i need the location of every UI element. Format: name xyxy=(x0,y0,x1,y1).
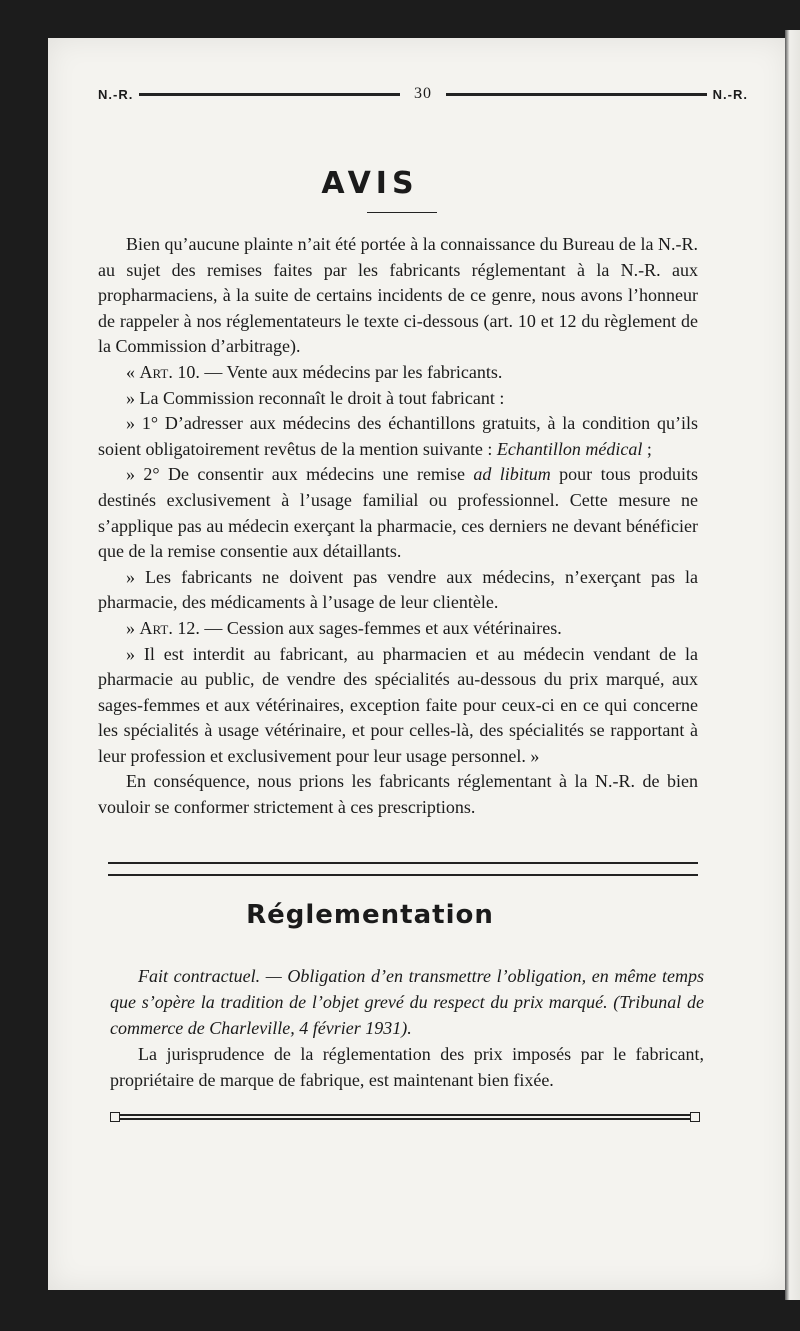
avis-intro-paragraph: Bien qu’aucune plainte n’ait été portée à la connaissance du Bureau de la N.-R. au sujet des remises faites par les fabricants réglementant à la N.-R. aux propharmaciens, à la suite de certains incidents de ce genre, nous avons l’honneur de rappeler à nos réglementateurs le texte ci-dessous (art. 10 et 12 du règlement de la Commission d’arbitrage). xyxy=(98,234,698,357)
reglementation-body xyxy=(110,963,704,1093)
end-rule-cap-left xyxy=(110,1112,120,1122)
point-2-paragraph xyxy=(98,462,698,564)
point-2-start: » 2° De consentir aux médecins une remise xyxy=(126,464,474,485)
header-rule-left xyxy=(139,93,400,96)
avis-title-rule xyxy=(367,212,437,213)
consequence-paragraph: En conséquence, nous prions les fabricants réglementant à la N.-R. de bien vouloir se conformer strictement à ces prescriptions. xyxy=(98,771,698,818)
art10-label: Art. 10. xyxy=(139,361,200,382)
art12-heading xyxy=(98,616,698,642)
quote-open: « xyxy=(126,361,140,382)
page-edge xyxy=(785,30,800,1300)
avis-body xyxy=(98,232,698,821)
end-rule-bar xyxy=(118,1114,692,1120)
avis-title: AVIS xyxy=(321,166,419,201)
header-rule-right xyxy=(446,93,707,96)
header-right: N.-R. xyxy=(712,86,748,102)
quote-continue: » xyxy=(126,617,140,638)
point-1-text: » 1° D’adresser aux médecins des échantillons gratuits, à la condition qu’ils soient obligatoirement revêtus de la mention suivante : xyxy=(98,413,698,459)
fait-contractuel-text: Fait contractuel. — Obligation d’en transmettre l’obligation, en même temps que s’opère la tradition de l’objet grevé du respect du prix marqué. (Tribunal de commerce de Charleville, 4 février 1931). xyxy=(110,966,704,1038)
point-2-emphasis: ad libitum xyxy=(473,464,551,485)
point-2-end: pour tous produits destinés exclusivement à l’usage familial ou professionnel. Cette mesure ne s’applique pas au médecin exerçant la pharmacie, ces derniers ne devant bénéficier que de la remise consentie aux détaillants. xyxy=(98,464,698,562)
end-ornament-rule xyxy=(110,1112,700,1122)
reglementation-title: Réglementation xyxy=(246,900,494,930)
interdit-paragraph: » Il est interdit au fabricant, au pharmacien et au médecin vendant de la pharmacie au public, de vendre des spécialités au-dessous du prix marqué, aux sages-femmes et aux vétérinaires, exception faite pour ceux-ci en ce qui concerne les spécialités à usage vétérinaire, et pour celles-là, des spécialités se rapportant à leur profession et exclusivement pour leur usage personnel. » xyxy=(98,643,698,766)
jurisprudence-paragraph: La jurisprudence de la réglementation des prix imposés par le fabricant, propriétaire de marque de fabrique, est maintenant bien fixée. xyxy=(110,1044,704,1090)
art12-text: — Cession aux sages-femmes et aux vétérinaires. xyxy=(199,617,562,638)
point-1-paragraph xyxy=(98,411,698,462)
page-number: 30 xyxy=(414,85,432,102)
fabricants-paragraph: » Les fabricants ne doivent pas vendre aux médecins, n’exerçant pas la pharmacie, des médicaments à l’usage de leur clientèle. xyxy=(98,566,698,613)
commission-paragraph: » La Commission reconnaît le droit à tout fabricant : xyxy=(126,387,505,408)
header-left: N.-R. xyxy=(98,86,134,102)
art10-text: — Vente aux médecins par les fabricants. xyxy=(199,361,503,382)
fait-contractuel-paragraph xyxy=(110,963,704,1041)
art12-label: Art. 12. xyxy=(139,617,200,638)
end-rule-cap-right xyxy=(690,1112,700,1122)
section-divider xyxy=(108,862,698,876)
running-header xyxy=(98,84,748,104)
art10-heading xyxy=(98,360,698,386)
point-1-end: ; xyxy=(642,438,652,459)
point-1-emphasis: Echantillon médical xyxy=(496,438,643,459)
